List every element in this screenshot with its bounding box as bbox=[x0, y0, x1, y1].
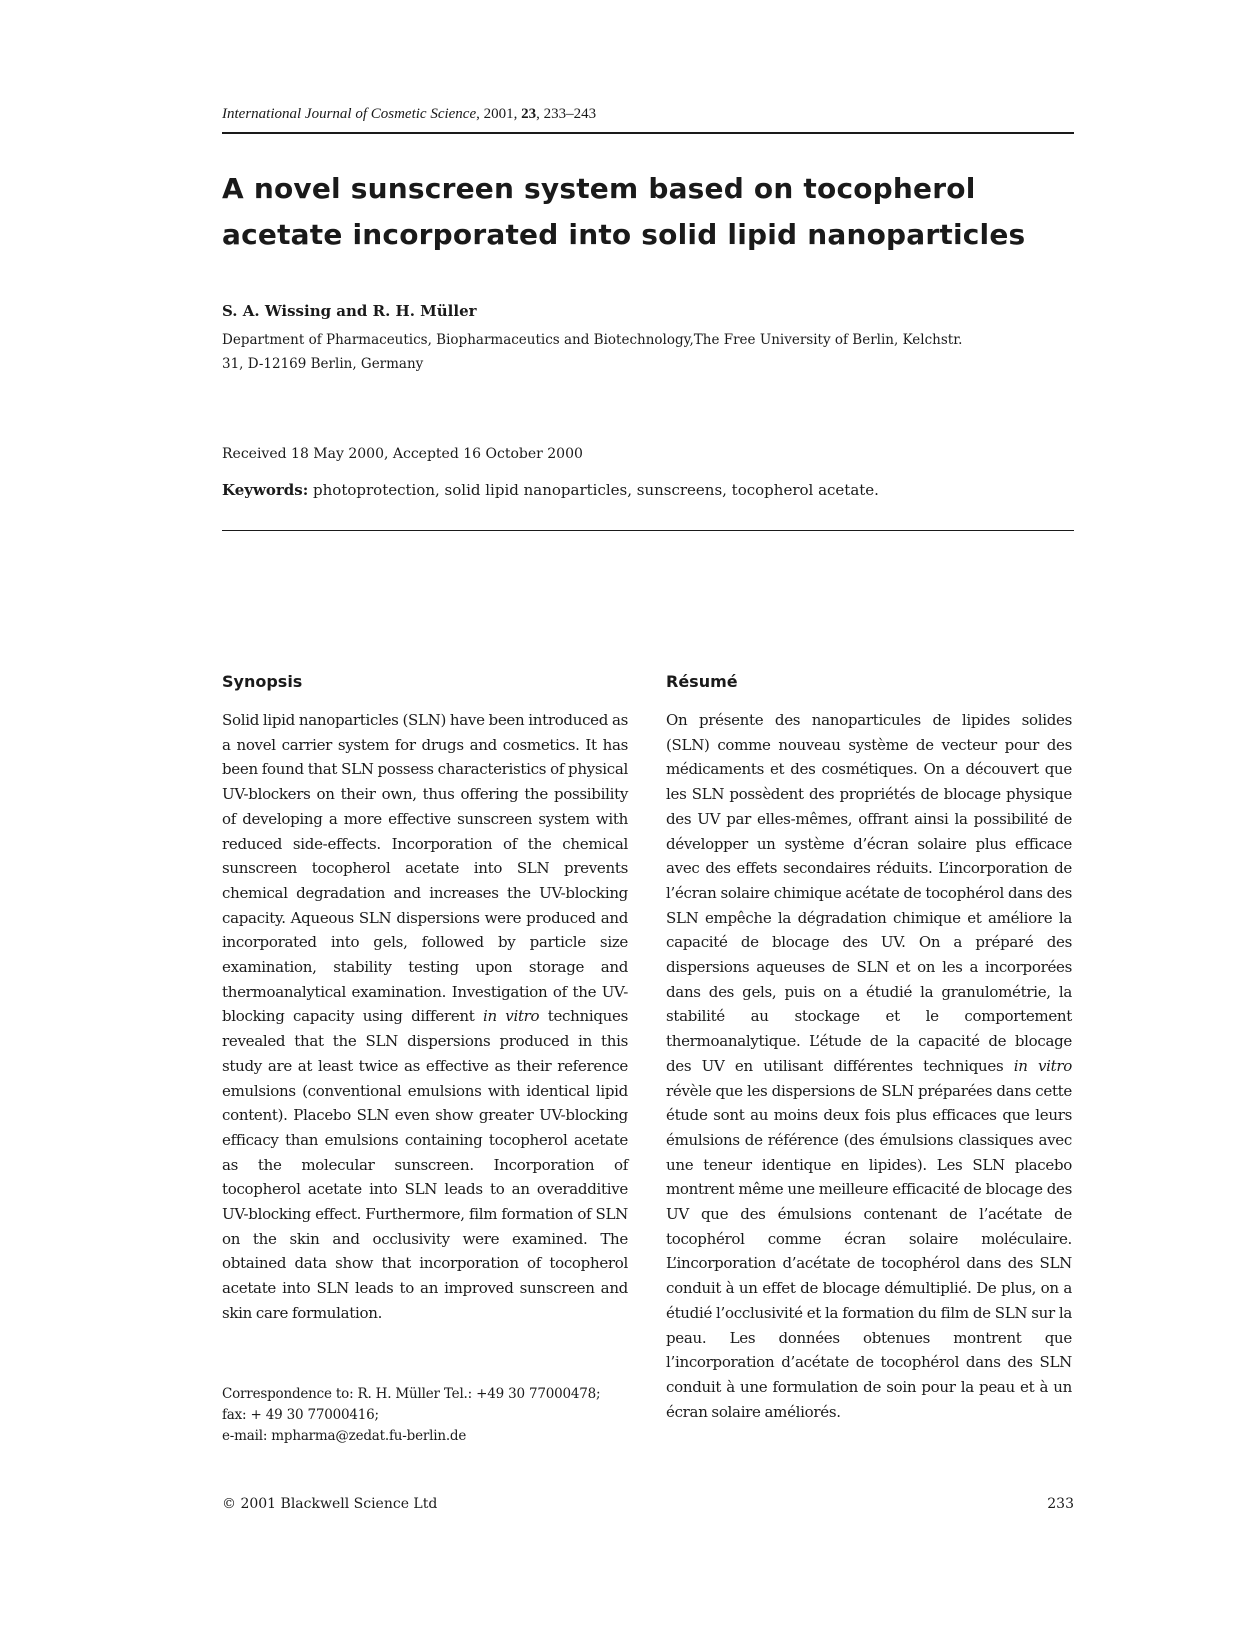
keywords-text: photoprotection, solid lipid nanoparticles, sunscreens, tocopherol acetate. bbox=[308, 481, 879, 499]
resume-heading: Résumé bbox=[666, 672, 738, 691]
correspondence-block bbox=[222, 1384, 628, 1447]
journal-year: , 2001, bbox=[476, 106, 522, 122]
page-number: 233 bbox=[1047, 1496, 1074, 1512]
correspondence-line: Correspondence to: R. H. Müller Tel.: +49 30 77000478; bbox=[222, 1386, 601, 1402]
journal-pages: , 233–243 bbox=[536, 106, 597, 122]
synopsis-text-part2: techniques revealed that the SLN dispersions produced in this study are at least twice as effective as their reference emulsions (conventional emulsions with identical lipid content). Placebo SLN even show greater UV-blocking efficacy than emulsions containing tocopherol acetate as the molecular sunscreen. Incorporation of tocopherol acetate into SLN leads to an overadditive UV-blocking effect. Furthermore, film formation of SLN on the skin and occlusivity were examined. The obtained data show that incorporation of tocopherol acetate into SLN leads to an improved sunscreen and skin care formulation. bbox=[222, 1007, 629, 1322]
journal-volume: 23 bbox=[521, 106, 537, 122]
correspondence-email: e-mail: mpharma@zedat.fu-berlin.de bbox=[222, 1428, 467, 1444]
keywords-label: Keywords: bbox=[222, 481, 309, 499]
synopsis-heading: Synopsis bbox=[222, 672, 303, 691]
received-dates: Received 18 May 2000, Accepted 16 October 2000 bbox=[222, 446, 583, 462]
journal-citation bbox=[222, 106, 596, 123]
copyright: © 2001 Blackwell Science Ltd bbox=[222, 1496, 438, 1512]
journal-name: International Journal of Cosmetic Science bbox=[222, 106, 477, 122]
correspondence-fax: fax: + 49 30 77000416; bbox=[222, 1407, 379, 1423]
synopsis-text bbox=[222, 708, 628, 1326]
resume-text-part1: On présente des nanoparticules de lipides solides (SLN) comme nouveau système de vecteur pour des médicaments et des cosmétiques. On a découvert que les SLN possèdent des propriétés de blocage physique des UV par elles-mêmes, offrant ainsi la possibilité de développer un système d’écran solaire plus efficace avec des effets secondaires réduits. L’incorporation de l’écran solaire chimique acétate de tocophérol dans des SLN empêche la dégradation chimique et améliore la capacité de blocage des UV. On a préparé des dispersions aqueuses de SLN et on les a incorporées dans des gels, puis on a étudié la granulométrie, la stabilité au stockage et le comportement thermoanalytique. L’étude de la capacité de blocage des UV en utilisant différentes techniques bbox=[666, 711, 1072, 1075]
synopsis-text-part1: Solid lipid nanoparticles (SLN) have been introduced as a novel carrier system for drugs and cosmetics. It has been found that SLN possess characteristics of physical UV-blockers on their own, thus offering the possibility of developing a more effective sunscreen system with reduced side-effects. Incorporation of the chemical sunscreen tocopherol acetate into SLN prevents chemical degradation and increases the UV-blocking capacity. Aqueous SLN dispersions were produced and incorporated into gels, followed by particle size examination, stability testing upon storage and thermoanalytical examination. Investigation of the UV-blocking capacity using different bbox=[222, 711, 628, 1026]
section-rule bbox=[222, 530, 1074, 531]
article-title: A novel sunscreen system based on tocopherol acetate incorporated into solid lipid nanoparticles bbox=[222, 172, 1026, 251]
article-authors: S. A. Wissing and R. H. Müller bbox=[222, 302, 477, 320]
resume-text bbox=[666, 708, 1072, 1424]
resume-text-part2: révèle que les dispersions de SLN préparées dans cette étude sont au moins deux fois plus efficaces que leurs émulsions de référence (des émulsions classiques avec une teneur identique en lipides). Les SLN placebo montrent même une meilleure efficacité de blocage des UV que des émulsions contenant de l’acétate de tocophérol comme écran solaire moléculaire. L’incorporation d’acétate de tocophérol dans des SLN conduit à un effet de blocage démultiplié. De plus, on a étudié l’occlusivité et la formation du film de SLN sur la peau. Les données obtenues montrent que l’incorporation d’acétate de tocophérol dans des SLN conduit à une formulation de soin pour la peau et à un écran solaire améliorés. bbox=[666, 1081, 1072, 1421]
resume-in-vitro: in vitro bbox=[1013, 1056, 1072, 1075]
header-rule bbox=[222, 132, 1074, 134]
keywords bbox=[222, 481, 879, 499]
author-affiliation: Department of Pharmaceutics, Biopharmaceutics and Biotechnology,The Free University of Berlin, Kelchstr. 31, D-12169 Berlin, Germany bbox=[222, 332, 963, 372]
synopsis-in-vitro: in vitro bbox=[482, 1007, 540, 1026]
